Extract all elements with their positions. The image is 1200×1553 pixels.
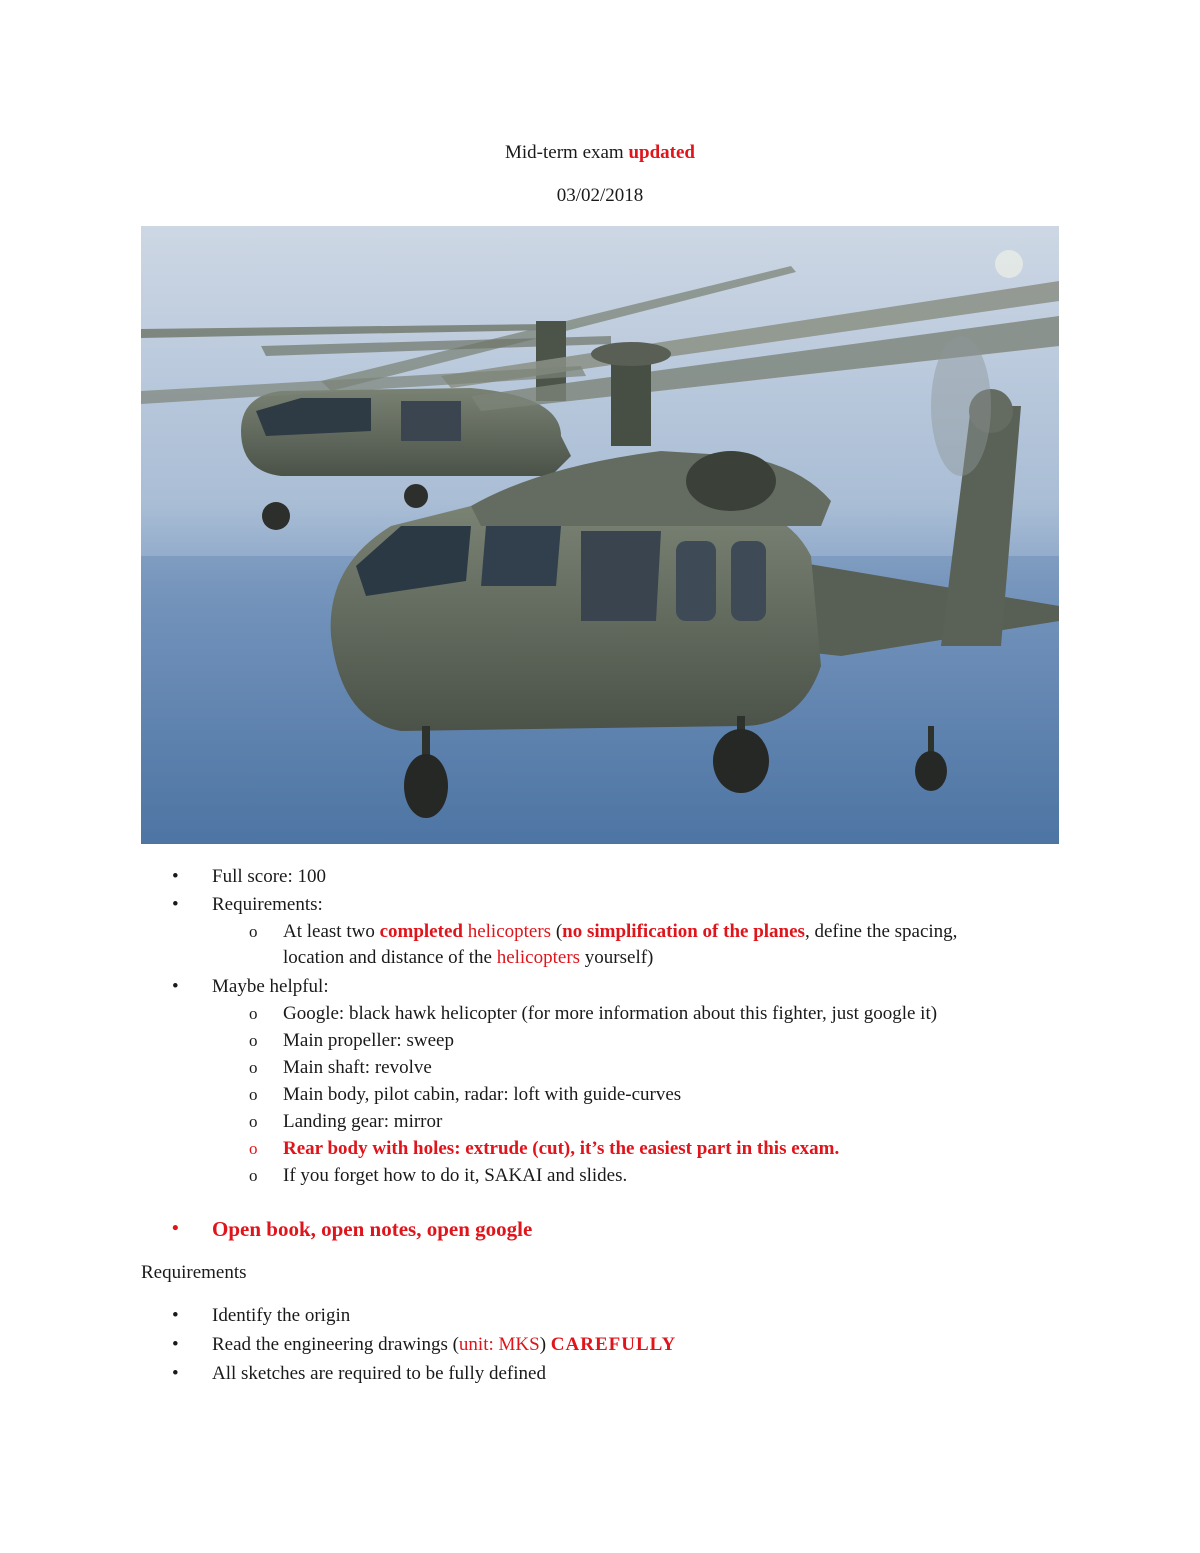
text-helicopters: helicopters — [496, 947, 581, 968]
list-item-maybe-helpful: • Maybe helpful: — [212, 974, 329, 1000]
list-item-requirements: • Requirements: — [212, 892, 323, 918]
text-no-simplification: no simplification of the planes — [562, 921, 805, 942]
page-date: 03/02/2018 — [556, 185, 644, 206]
sub-marker: o — [249, 1004, 258, 1023]
text-run: At least two — [283, 921, 380, 942]
sub-item-two-helicopters — [249, 919, 1063, 971]
sub-marker: o — [249, 1112, 258, 1131]
helpful-text: If you forget how to do it, SAKAI and slides. — [283, 1165, 628, 1186]
list-item-read-drawings — [212, 1332, 676, 1358]
text-run: ( — [551, 921, 563, 942]
list-item-sketches: • All sketches are required to be fully defined — [212, 1361, 546, 1387]
helpful-text: Google: black hawk helicopter (for more information about this fighter, just google it) — [283, 1003, 938, 1024]
text-unit-mks: unit: MKS — [458, 1334, 540, 1355]
sub-marker: o — [249, 1139, 258, 1158]
title-text: Mid-term exam — [505, 142, 629, 163]
text-completed: completed — [379, 921, 463, 942]
helpful-text: Main body, pilot cabin, radar: loft with guide-curves — [283, 1084, 682, 1105]
watermark-logo — [995, 250, 1023, 278]
helpful-item — [249, 1055, 432, 1081]
helpful-text: Rear body with holes: extrude (cut), it’s the easiest part in this exam. — [283, 1138, 840, 1159]
helpful-text: Main propeller: sweep — [283, 1030, 454, 1051]
list-item-open-book: • Open book, open notes, open google — [212, 1216, 532, 1242]
text-run: Read the engineering drawings ( — [212, 1334, 459, 1355]
helpful-item — [249, 1163, 628, 1189]
text-run: ) — [539, 1334, 551, 1355]
list-item-identify-origin: • Identify the origin — [212, 1303, 350, 1329]
list-item-full-score: • Full score: 100 — [212, 864, 326, 890]
text-run: , define the spacing, — [804, 921, 958, 942]
helpful-item-highlight — [249, 1136, 840, 1162]
text-helicopters: helicopters — [467, 921, 552, 942]
helpful-item — [249, 1082, 682, 1108]
text-run: location and distance of the — [283, 947, 497, 968]
helpful-text: Main shaft: revolve — [283, 1057, 432, 1078]
text-run: yourself) — [580, 947, 654, 968]
page-title — [0, 142, 1200, 164]
text-carefully: CAREFULLY — [550, 1334, 677, 1355]
helpful-item — [249, 1109, 443, 1135]
sub-marker: o — [249, 1031, 258, 1050]
sub-marker: o — [249, 1166, 258, 1185]
sub-marker: o — [249, 1085, 258, 1104]
sub-marker: o — [249, 1058, 258, 1077]
helpful-text: Landing gear: mirror — [283, 1111, 443, 1132]
title-updated: updated — [628, 142, 695, 163]
section-heading-requirements: Requirements — [141, 1262, 247, 1283]
helpful-item — [249, 1001, 938, 1027]
helicopter-photo — [141, 226, 1059, 844]
sub-marker: o — [249, 922, 258, 941]
helpful-item — [249, 1028, 454, 1054]
